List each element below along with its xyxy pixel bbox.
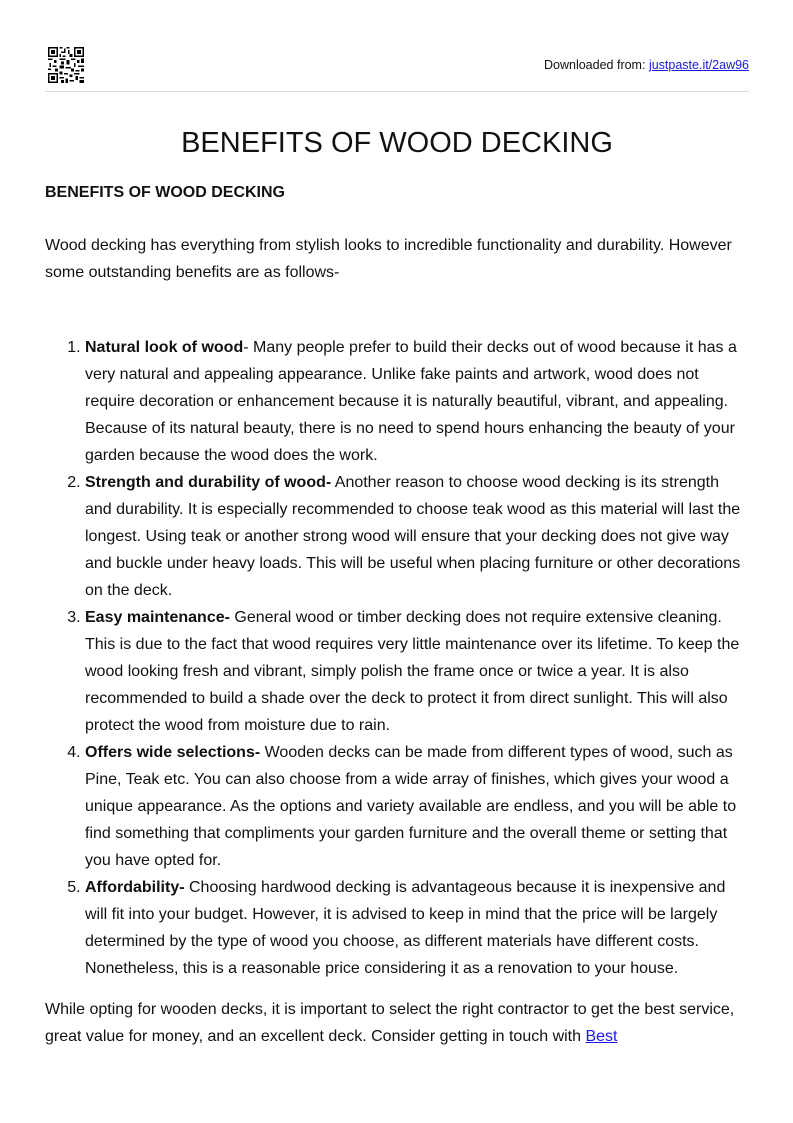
list-item-text: - Many people prefer to build their decks out of wood because it has a very natural and appealing appearance. Unlike fake paints and artwork, wood does not require decoration or enhancement because it is naturally beautiful, vibrant, and appealing. Because of its natural beauty, there is no need to spend hours enhancing the beauty of your garden because the wood does the work. — [85, 339, 737, 464]
qr-code-icon — [48, 47, 84, 83]
source-link[interactable]: justpaste.it/2aw96 — [648, 58, 749, 72]
benefits-list — [45, 334, 749, 982]
download-source — [544, 58, 749, 72]
list-item-text: Another reason to choose wood decking is its strength and durability. It is especially recommended to choose teak wood as this material will last the longest. Using teak or another strong wood will ensure that your decking does not give way and buckle under heavy loads. This will be useful when placing furniture or other decorations on the deck. — [85, 474, 741, 599]
list-item-heading: Natural look of wood — [85, 339, 244, 356]
list-item-natural-look — [85, 334, 749, 469]
list-item-strength — [85, 469, 749, 604]
list-item-heading: Offers wide selections- — [85, 744, 261, 761]
list-item-heading: Strength and durability of wood- — [85, 474, 332, 491]
list-item-selections — [85, 739, 749, 874]
download-label: Downloaded from: — [544, 58, 646, 72]
list-item-text: General wood or timber decking does not require extensive cleaning. This is due to the fact that wood requires very little maintenance over its lifetime. To keep the wood looking fresh and vibrant, simply polish the frame once or twice a year. It is also recommended to build a shade over the deck to protect it from direct sunlight. This will also protect the wood from moisture due to rain. — [85, 609, 740, 734]
list-item-text: Wooden decks can be made from different types of wood, such as Pine, Teak etc. You can also choose from a wide array of finishes, which gives your wood a unique appearance. As the options and variety available are endless, and you will be able to find something that compliments your garden furniture and the overall theme or setting that you have opted for. — [85, 744, 737, 869]
intro-paragraph: Wood decking has everything from stylish looks to incredible functionality and durability. However some outstanding benefits are as follows- — [45, 237, 732, 281]
list-item-text: Choosing hardwood decking is advantageous because it is inexpensive and will fit into your budget. However, it is advised to keep in mind that the price will be largely determined by the type of wood you choose, as different materials have different costs. Nonetheless, this is a reasonable price considering it as a renovation to your house. — [85, 879, 726, 977]
page-header — [45, 0, 749, 92]
closing-paragraph — [45, 996, 749, 1050]
list-item-heading: Easy maintenance- — [85, 609, 230, 626]
section-heading: BENEFITS OF WOOD DECKING — [45, 184, 285, 201]
list-item-maintenance — [85, 604, 749, 739]
closing-text: While opting for wooden decks, it is important to select the right contractor to get the best service, great value for money, and an excellent deck. Consider getting in touch with — [45, 1001, 735, 1045]
document-page — [45, 0, 749, 1050]
list-item-heading: Affordability- — [85, 879, 185, 896]
best-link[interactable]: Best — [585, 1028, 618, 1045]
list-item-affordability — [85, 874, 749, 982]
page-title: BENEFITS OF WOOD DECKING — [181, 127, 613, 159]
